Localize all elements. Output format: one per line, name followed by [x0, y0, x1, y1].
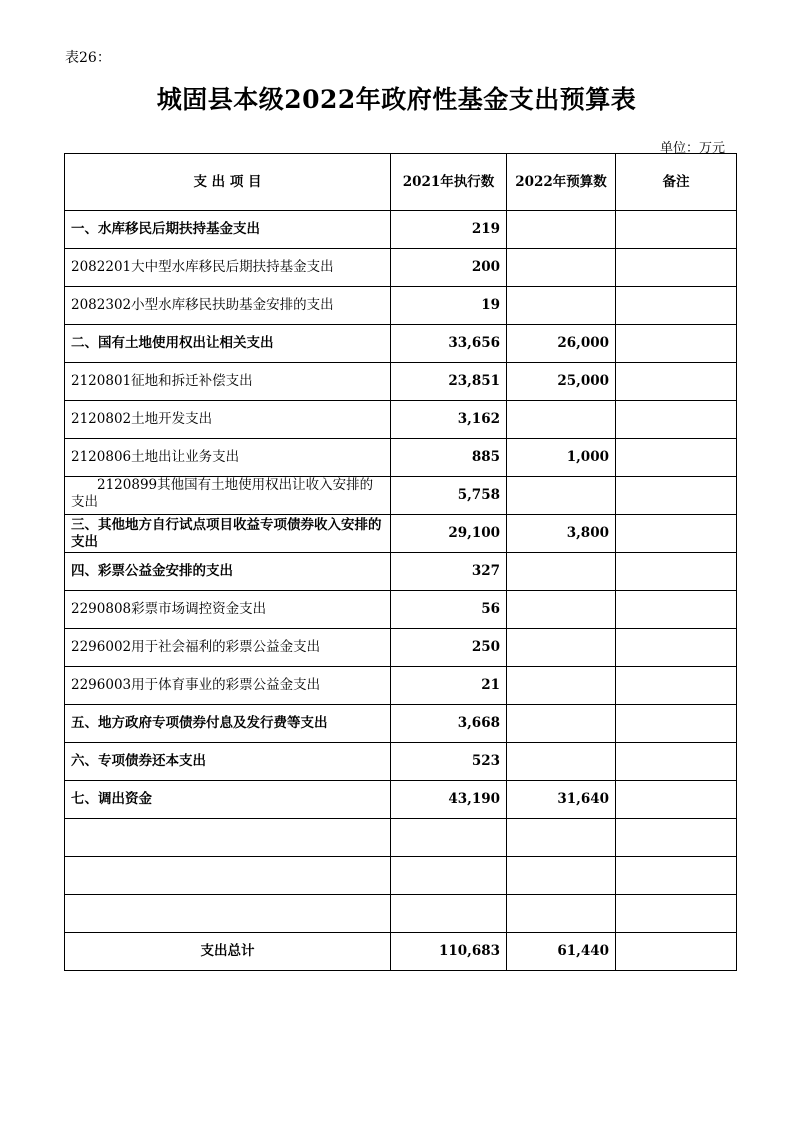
row-note — [616, 439, 737, 477]
row-note — [616, 363, 737, 401]
empty-row — [65, 895, 737, 933]
row-note — [616, 325, 737, 363]
row-budget-2022 — [507, 249, 616, 287]
row-note — [616, 591, 737, 629]
row-exec-2021: 43,190 — [391, 781, 507, 819]
row-budget-2022 — [507, 211, 616, 249]
row-item: 七、调出资金 — [65, 781, 391, 819]
row-exec-2021: 200 — [391, 249, 507, 287]
table-row — [65, 287, 737, 325]
table-row — [65, 781, 737, 819]
row-item: 2120801征地和拆迁补偿支出 — [65, 363, 391, 401]
table-row — [65, 439, 737, 477]
table-row — [65, 325, 737, 363]
row-note — [616, 667, 737, 705]
row-item: 三、其他地方自行试点项目收益专项债券收入安排的支出 — [65, 515, 391, 553]
row-exec-2021: 5,758 — [391, 477, 507, 515]
row-item: 2290808彩票市场调控资金支出 — [65, 591, 391, 629]
row-exec-2021: 33,656 — [391, 325, 507, 363]
row-budget-2022: 31,640 — [507, 781, 616, 819]
row-exec-2021: 23,851 — [391, 363, 507, 401]
row-item: 一、水库移民后期扶持基金支出 — [65, 211, 391, 249]
row-exec-2021: 327 — [391, 553, 507, 591]
header-item: 支 出 项 目 — [65, 154, 391, 211]
row-budget-2022 — [507, 743, 616, 781]
row-exec-2021: 885 — [391, 439, 507, 477]
row-note — [616, 401, 737, 439]
row-item: 五、地方政府专项债券付息及发行费等支出 — [65, 705, 391, 743]
empty-row — [65, 857, 737, 895]
table-row — [65, 401, 737, 439]
total-exec-2021: 110,683 — [391, 933, 507, 971]
row-budget-2022 — [507, 553, 616, 591]
row-budget-2022 — [507, 591, 616, 629]
row-exec-2021: 19 — [391, 287, 507, 325]
row-budget-2022: 26,000 — [507, 325, 616, 363]
row-budget-2022 — [507, 629, 616, 667]
row-item: 2296002用于社会福利的彩票公益金支出 — [65, 629, 391, 667]
table-row — [65, 743, 737, 781]
row-note — [616, 553, 737, 591]
row-exec-2021: 3,668 — [391, 705, 507, 743]
row-item: 2120899其他国有土地使用权出让收入安排的支出 — [65, 477, 391, 515]
row-note — [616, 515, 737, 553]
row-budget-2022 — [507, 667, 616, 705]
total-budget-2022: 61,440 — [507, 933, 616, 971]
table-row — [65, 629, 737, 667]
page-title: 城固县本级2022年政府性基金支出预算表 — [156, 85, 637, 114]
row-exec-2021: 523 — [391, 743, 507, 781]
row-budget-2022 — [507, 477, 616, 515]
row-item: 二、国有土地使用权出让相关支出 — [65, 325, 391, 363]
row-item: 2082302小型水库移民扶助基金安排的支出 — [65, 287, 391, 325]
table-header-row — [65, 154, 737, 211]
total-row — [65, 933, 737, 971]
row-note — [616, 705, 737, 743]
header-budget-2022: 2022年预算数 — [507, 154, 616, 211]
header-note: 备注 — [616, 154, 737, 211]
row-note — [616, 781, 737, 819]
row-budget-2022 — [507, 287, 616, 325]
empty-row — [65, 819, 737, 857]
total-note — [616, 933, 737, 971]
row-note — [616, 477, 737, 515]
table-row — [65, 211, 737, 249]
unit-label: 单位：万元 — [660, 141, 726, 156]
row-note — [616, 287, 737, 325]
table-row — [65, 363, 737, 401]
row-budget-2022: 1,000 — [507, 439, 616, 477]
row-item: 2120802土地开发支出 — [65, 401, 391, 439]
table-row — [65, 591, 737, 629]
row-exec-2021: 21 — [391, 667, 507, 705]
row-note — [616, 629, 737, 667]
header-exec-2021: 2021年执行数 — [391, 154, 507, 211]
row-exec-2021: 250 — [391, 629, 507, 667]
table-row — [65, 477, 737, 515]
row-item: 2120806土地出让业务支出 — [65, 439, 391, 477]
table-row — [65, 705, 737, 743]
table-row — [65, 515, 737, 553]
row-budget-2022 — [507, 705, 616, 743]
table-number: 表26： — [65, 50, 111, 66]
row-exec-2021: 3,162 — [391, 401, 507, 439]
row-budget-2022: 25,000 — [507, 363, 616, 401]
table-row — [65, 667, 737, 705]
total-label: 支出总计 — [65, 933, 391, 971]
table-row — [65, 249, 737, 287]
row-item: 2296003用于体育事业的彩票公益金支出 — [65, 667, 391, 705]
row-item: 四、彩票公益金安排的支出 — [65, 553, 391, 591]
row-exec-2021: 219 — [391, 211, 507, 249]
row-budget-2022: 3,800 — [507, 515, 616, 553]
table-row — [65, 553, 737, 591]
budget-table — [64, 153, 737, 971]
row-budget-2022 — [507, 401, 616, 439]
row-note — [616, 249, 737, 287]
row-exec-2021: 56 — [391, 591, 507, 629]
row-note — [616, 211, 737, 249]
row-exec-2021: 29,100 — [391, 515, 507, 553]
row-item: 2082201大中型水库移民后期扶持基金支出 — [65, 249, 391, 287]
row-item: 六、专项债券还本支出 — [65, 743, 391, 781]
row-note — [616, 743, 737, 781]
